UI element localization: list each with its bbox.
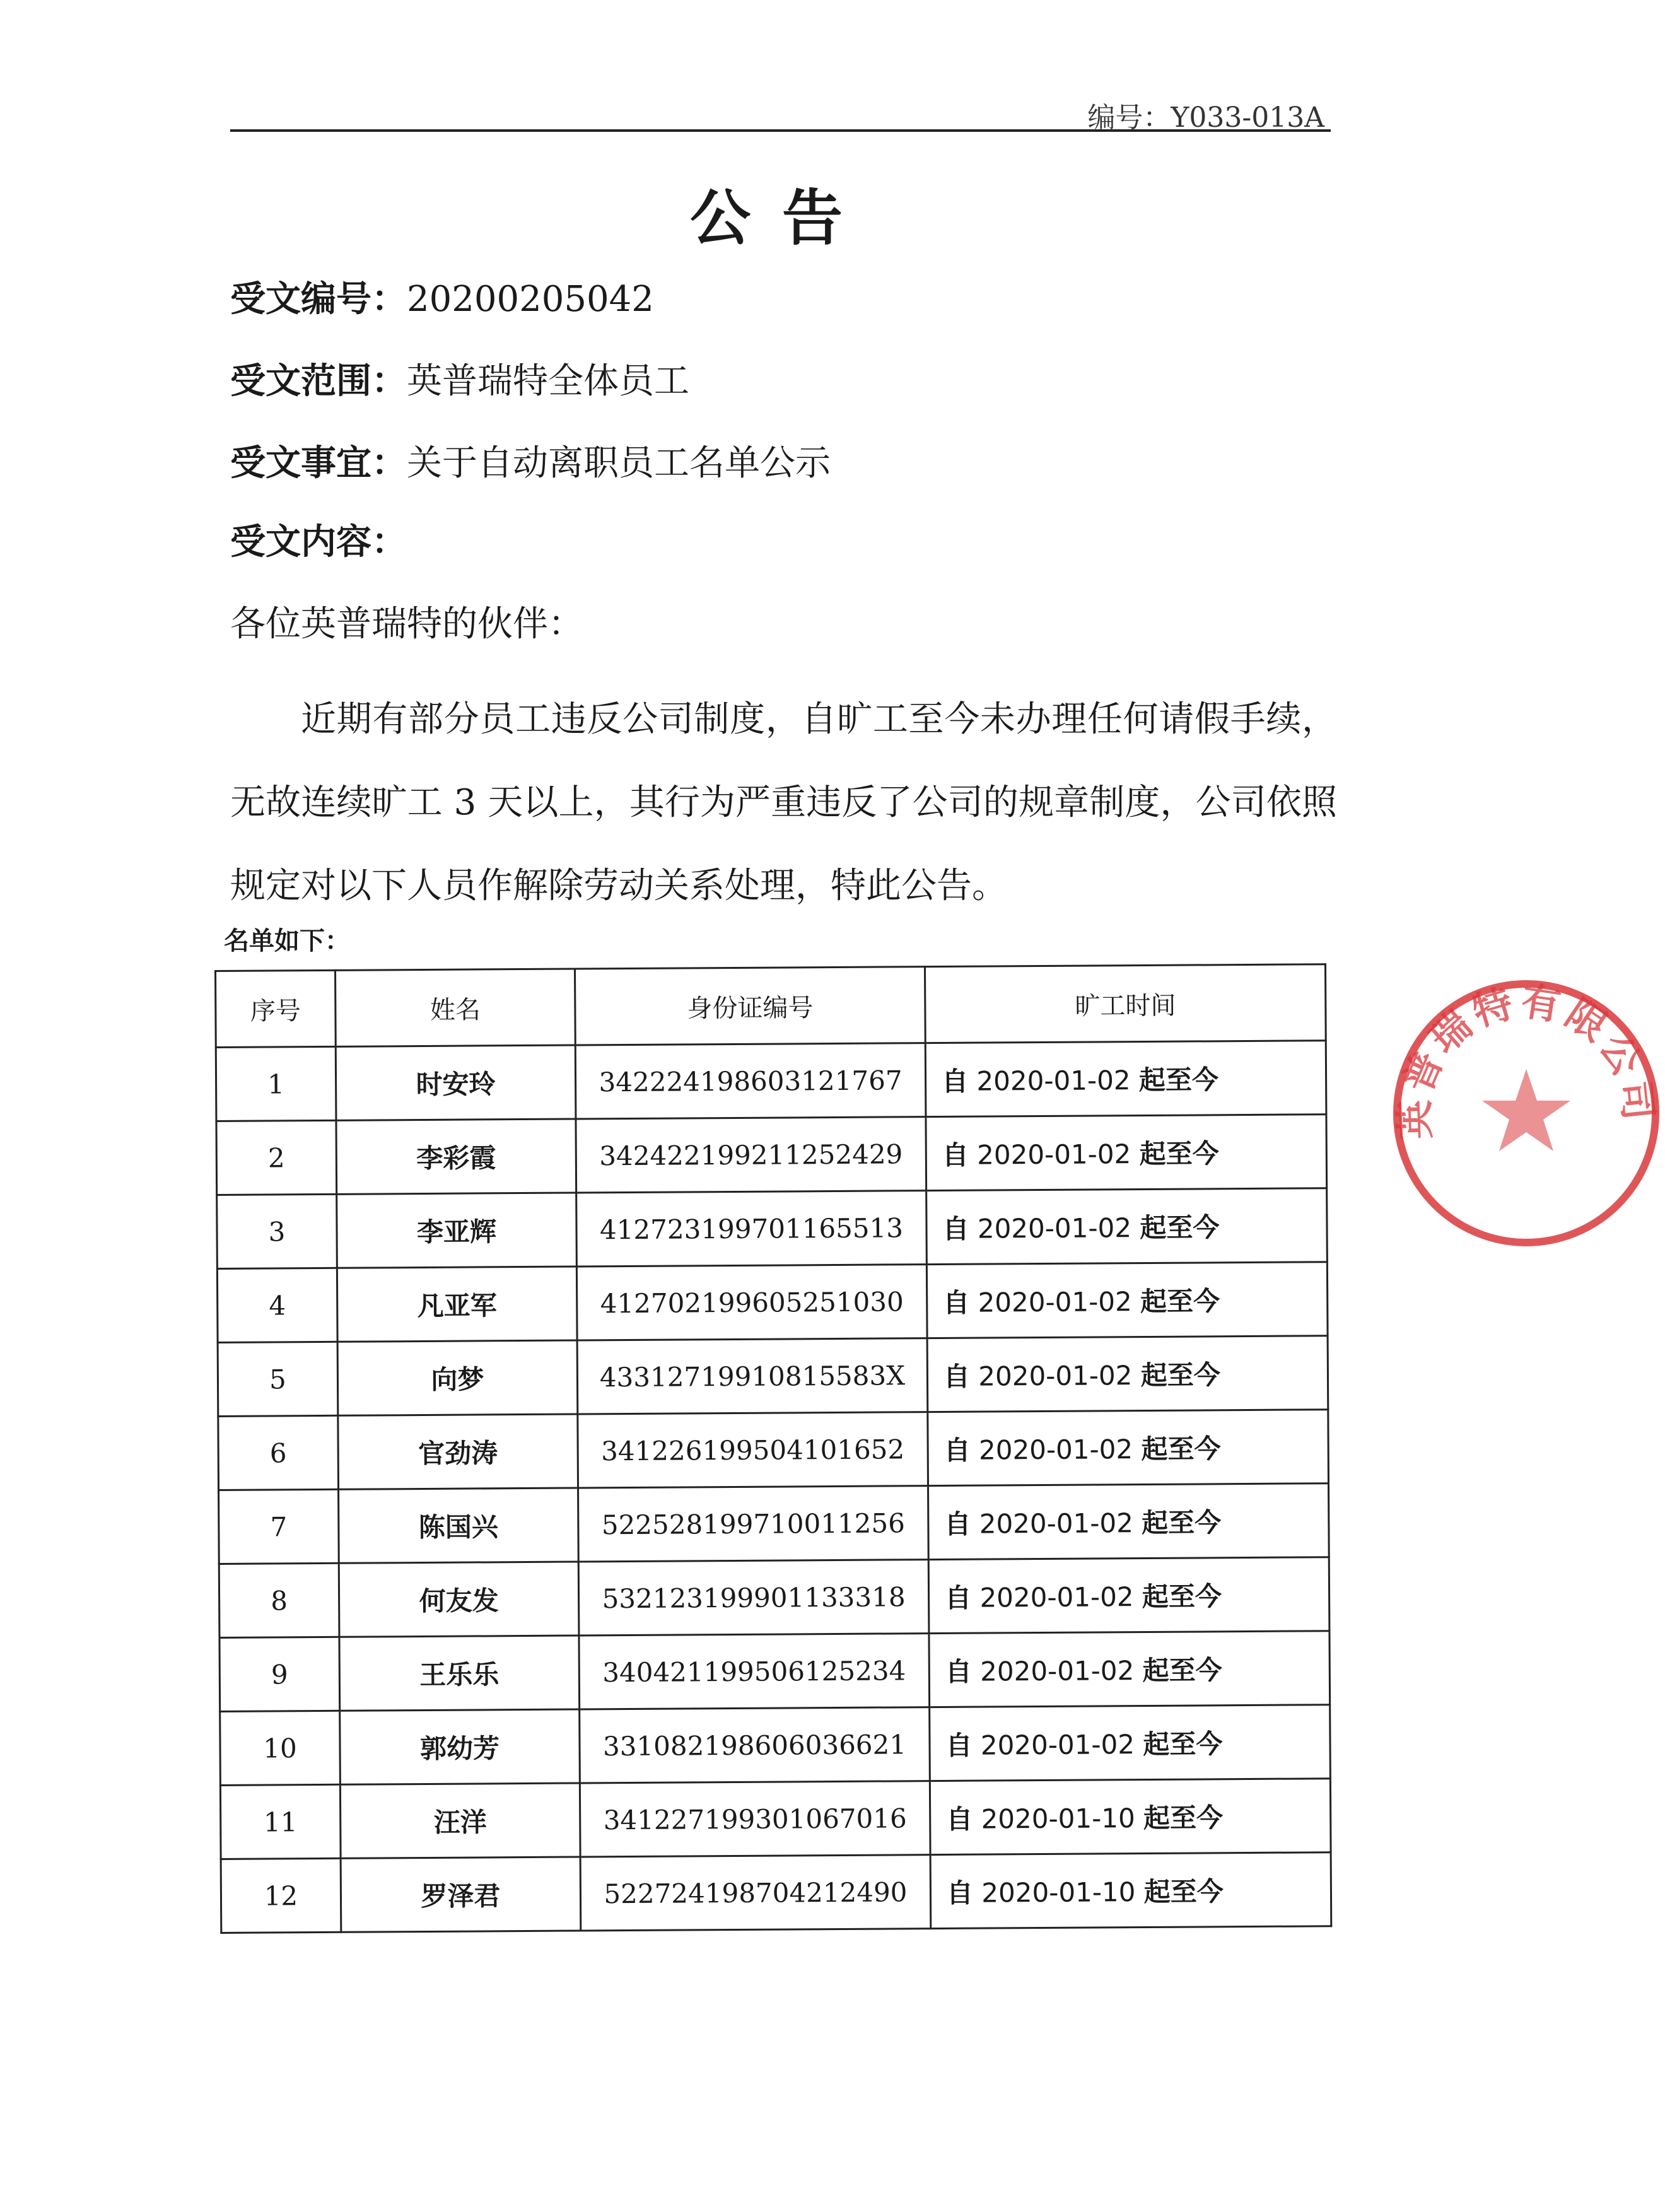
table-row xyxy=(219,1631,1330,1712)
cell-id: 412723199701165513 xyxy=(576,1191,927,1267)
period-to: 起至今 xyxy=(1143,1802,1224,1834)
cell-name: 时安玲 xyxy=(336,1045,576,1120)
list-caption: 名单如下： xyxy=(224,927,350,956)
period-to: 起至今 xyxy=(1138,1064,1219,1096)
cell-period xyxy=(929,1631,1330,1707)
cell-name: 李亚辉 xyxy=(337,1193,577,1268)
period-to: 起至今 xyxy=(1142,1507,1222,1539)
period-from: 自 xyxy=(943,1361,971,1392)
period-to: 起至今 xyxy=(1140,1285,1220,1318)
field-reference-number xyxy=(230,271,654,322)
notice-body: 近期有部分员工违反公司制度，自旷工至今未办理任何请假手续，无故连续旷工 3 天以上，其行为严重违反了公司的规章制度，公司依照规定对以下人员作解除劳动关系处理，特此公告。 xyxy=(230,699,1337,906)
header-name: 姓名 xyxy=(336,969,576,1046)
cell-name: 汪洋 xyxy=(340,1783,580,1858)
cell-period xyxy=(928,1483,1329,1560)
period-from: 自 xyxy=(944,1582,972,1613)
cell-no: 1 xyxy=(216,1046,336,1121)
table-row xyxy=(221,1852,1331,1933)
field-value: 20200205042 xyxy=(407,279,654,320)
table-row xyxy=(218,1336,1328,1417)
table-row xyxy=(220,1705,1331,1786)
period-from: 自 xyxy=(945,1729,973,1761)
table-row xyxy=(217,1262,1328,1343)
cell-id: 522528199710011256 xyxy=(578,1486,929,1562)
cell-id: 532123199901133318 xyxy=(578,1560,929,1636)
header-period: 旷工时间 xyxy=(925,964,1326,1043)
cell-no: 4 xyxy=(217,1268,337,1342)
field-scope xyxy=(230,353,689,404)
company-seal-icon xyxy=(1388,974,1665,1252)
table-body xyxy=(216,1041,1331,1933)
table-row xyxy=(218,1410,1329,1490)
table-row xyxy=(220,1779,1331,1859)
table-row xyxy=(219,1557,1329,1638)
field-subject xyxy=(230,435,831,486)
field-label: 受文事宜： xyxy=(230,443,407,484)
cell-id: 331082198606036621 xyxy=(580,1707,930,1783)
cell-id: 341226199504101652 xyxy=(578,1412,928,1488)
table-row xyxy=(217,1188,1328,1269)
field-content xyxy=(230,514,407,565)
cell-period xyxy=(926,1262,1328,1338)
header-divider xyxy=(230,129,1331,132)
field-label: 受文内容： xyxy=(230,522,407,563)
period-to: 起至今 xyxy=(1139,1138,1219,1170)
cell-no: 8 xyxy=(219,1563,339,1637)
cell-id: 340421199506125234 xyxy=(579,1634,930,1709)
cell-period xyxy=(930,1852,1331,1929)
field-label: 受文范围： xyxy=(230,361,407,402)
table-row xyxy=(216,1041,1326,1121)
cell-name: 王乐乐 xyxy=(339,1636,580,1711)
period-from: 自 xyxy=(942,1213,969,1244)
period-from: 自 xyxy=(941,1065,969,1097)
period-from: 自 xyxy=(946,1877,974,1909)
cell-id: 412702199605251030 xyxy=(576,1265,927,1340)
field-label: 受文编号： xyxy=(230,279,407,320)
field-value: 英普瑞特全体员工 xyxy=(407,361,689,402)
cell-period xyxy=(926,1115,1327,1191)
cell-id: 342422199211252429 xyxy=(576,1117,926,1193)
period-from: 自 xyxy=(942,1139,969,1171)
period-date: 2020-01-10 xyxy=(981,1876,1136,1909)
period-from: 自 xyxy=(944,1434,971,1466)
dismissal-table xyxy=(214,963,1332,1934)
cell-period xyxy=(926,1188,1328,1265)
page-title: 公告 xyxy=(690,183,874,254)
document-number: 编号：Y033-013A xyxy=(1087,102,1324,134)
cell-period xyxy=(930,1779,1331,1855)
cell-period xyxy=(927,1336,1328,1412)
period-date: 2020-01-02 xyxy=(978,1360,1133,1392)
cell-name: 何友发 xyxy=(339,1562,579,1637)
period-to: 起至今 xyxy=(1143,1876,1224,1908)
cell-id: 342224198603121767 xyxy=(575,1043,926,1119)
period-to: 起至今 xyxy=(1143,1728,1223,1760)
period-date: 2020-01-02 xyxy=(980,1729,1135,1761)
period-date: 2020-01-02 xyxy=(977,1212,1132,1244)
period-date: 2020-01-02 xyxy=(979,1581,1134,1613)
cell-no: 6 xyxy=(218,1415,339,1490)
cell-name: 凡亚军 xyxy=(337,1267,577,1342)
period-from: 自 xyxy=(946,1803,973,1835)
cell-no: 3 xyxy=(217,1194,337,1268)
period-from: 自 xyxy=(945,1656,972,1687)
period-date: 2020-01-02 xyxy=(978,1286,1132,1318)
cell-no: 7 xyxy=(219,1489,339,1564)
period-date: 2020-01-10 xyxy=(981,1803,1135,1835)
period-date: 2020-01-02 xyxy=(980,1655,1135,1687)
table-header-row xyxy=(216,964,1326,1048)
cell-id: 43312719910815583X xyxy=(577,1338,928,1414)
cell-period xyxy=(928,1410,1329,1486)
cell-no: 12 xyxy=(221,1858,341,1933)
period-to: 起至今 xyxy=(1141,1433,1221,1465)
period-from: 自 xyxy=(943,1287,970,1318)
salutation: 各位英普瑞特的伙伴： xyxy=(230,604,583,645)
period-date: 2020-01-02 xyxy=(977,1138,1131,1171)
table-row xyxy=(216,1115,1327,1195)
period-date: 2020-01-02 xyxy=(978,1434,1133,1466)
cell-name: 李彩霞 xyxy=(336,1119,576,1194)
period-to: 起至今 xyxy=(1140,1212,1220,1244)
field-value: 关于自动离职员工名单公示 xyxy=(407,443,831,484)
cell-name: 向梦 xyxy=(337,1340,578,1415)
cell-period xyxy=(928,1557,1329,1634)
header-no: 序号 xyxy=(216,970,336,1047)
cell-period xyxy=(925,1041,1326,1117)
period-to: 起至今 xyxy=(1142,1581,1222,1613)
period-to: 起至今 xyxy=(1140,1359,1220,1391)
cell-no: 2 xyxy=(216,1120,337,1195)
cell-id: 341227199301067016 xyxy=(580,1781,930,1857)
period-to: 起至今 xyxy=(1142,1654,1222,1687)
cell-name: 罗泽君 xyxy=(341,1857,581,1932)
cell-name: 陈国兴 xyxy=(339,1488,579,1563)
cell-no: 10 xyxy=(220,1711,341,1785)
cell-no: 11 xyxy=(220,1784,341,1859)
period-date: 2020-01-02 xyxy=(976,1065,1131,1097)
cell-period xyxy=(930,1705,1331,1781)
period-from: 自 xyxy=(944,1508,971,1540)
cell-no: 5 xyxy=(218,1342,338,1416)
cell-name: 郭幼芳 xyxy=(340,1709,580,1784)
cell-name: 官劲涛 xyxy=(338,1414,578,1489)
cell-no: 9 xyxy=(219,1637,340,1711)
period-date: 2020-01-02 xyxy=(979,1507,1134,1540)
cell-id: 522724198704212490 xyxy=(580,1855,931,1931)
seal-text: 英普瑞特有限公司 xyxy=(1391,978,1662,1140)
header-id: 身份证编号 xyxy=(575,967,925,1045)
table-row xyxy=(219,1483,1329,1564)
